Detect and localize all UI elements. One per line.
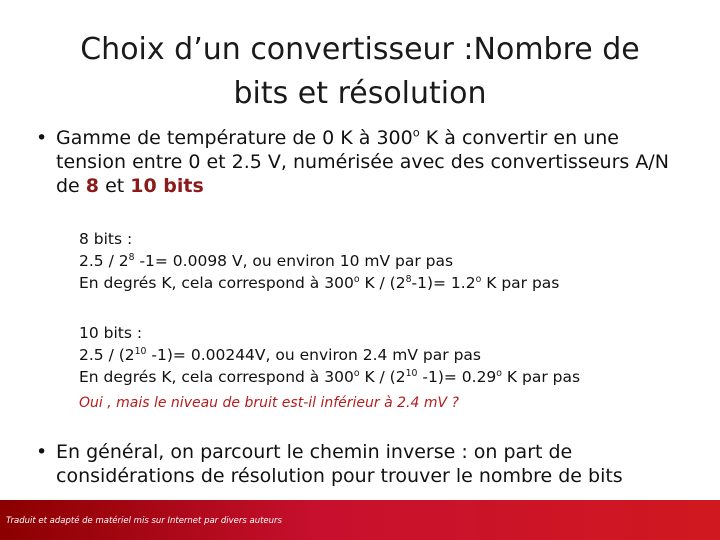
slide-title-line1: Choix d’un convertisseur :Nombre de <box>80 32 640 67</box>
block-8-heading: 8 bits : <box>79 230 133 248</box>
footer-credit: Traduit et adapté de matériel mis sur Internet par divers auteurs <box>6 516 282 526</box>
bullet-range <box>36 126 686 198</box>
footer-bar <box>0 500 720 540</box>
block-10-step-volts: $2.5 / (2^{10}$ -1)= 0.00244V, ou environ 2.4 mV par pas <box>79 345 481 364</box>
bullet-range-text <box>36 126 686 198</box>
bullet-range-part: K à convertir en une tension entre 0 et 2.5 V, numérisée avec des convertisseurs A/N de <box>56 127 669 197</box>
block-8-step-kelvin: En degrés K, cela correspond à 300$^o$ $K / (2^8-1)= 1.2^o$ K par pas <box>79 273 560 292</box>
block-10-step-kelvin: En degrés K, cela correspond à 300$^o$ K / ($2^{10}$ $-1)= 0.29^o$ K par pas <box>79 367 581 386</box>
bits-10-highlight: 10 bits <box>130 175 204 197</box>
bullet-general <box>36 440 686 488</box>
noise-note: Oui , mais le niveau de bruit est-il inférieur à 2.4 mV ? <box>79 395 459 411</box>
block-10-bits <box>79 322 580 388</box>
slide-title-line2: bits et résolution <box>233 76 487 111</box>
bullet-dot: • <box>36 441 48 463</box>
bullet-dot: • <box>36 127 48 149</box>
block-8-bits <box>79 228 559 294</box>
degree-sup: o <box>412 125 420 140</box>
block-8-step-volts: $2.5 / 2^8$ -1= 0.0098 V, ou environ 10 mV par pas <box>79 251 454 270</box>
bullet-range-part: Gamme de température de 0 K à 300 <box>56 127 413 149</box>
bullet-general-text: En général, on parcourt le chemin inverse : on part de considérations de résolution pour trouver le nombre de bits <box>56 441 623 487</box>
block-10-heading: 10 bits : <box>79 324 143 342</box>
bullet-range-part: et <box>99 175 131 197</box>
slide-title <box>40 28 680 116</box>
bits-8-highlight: 8 <box>85 175 100 197</box>
